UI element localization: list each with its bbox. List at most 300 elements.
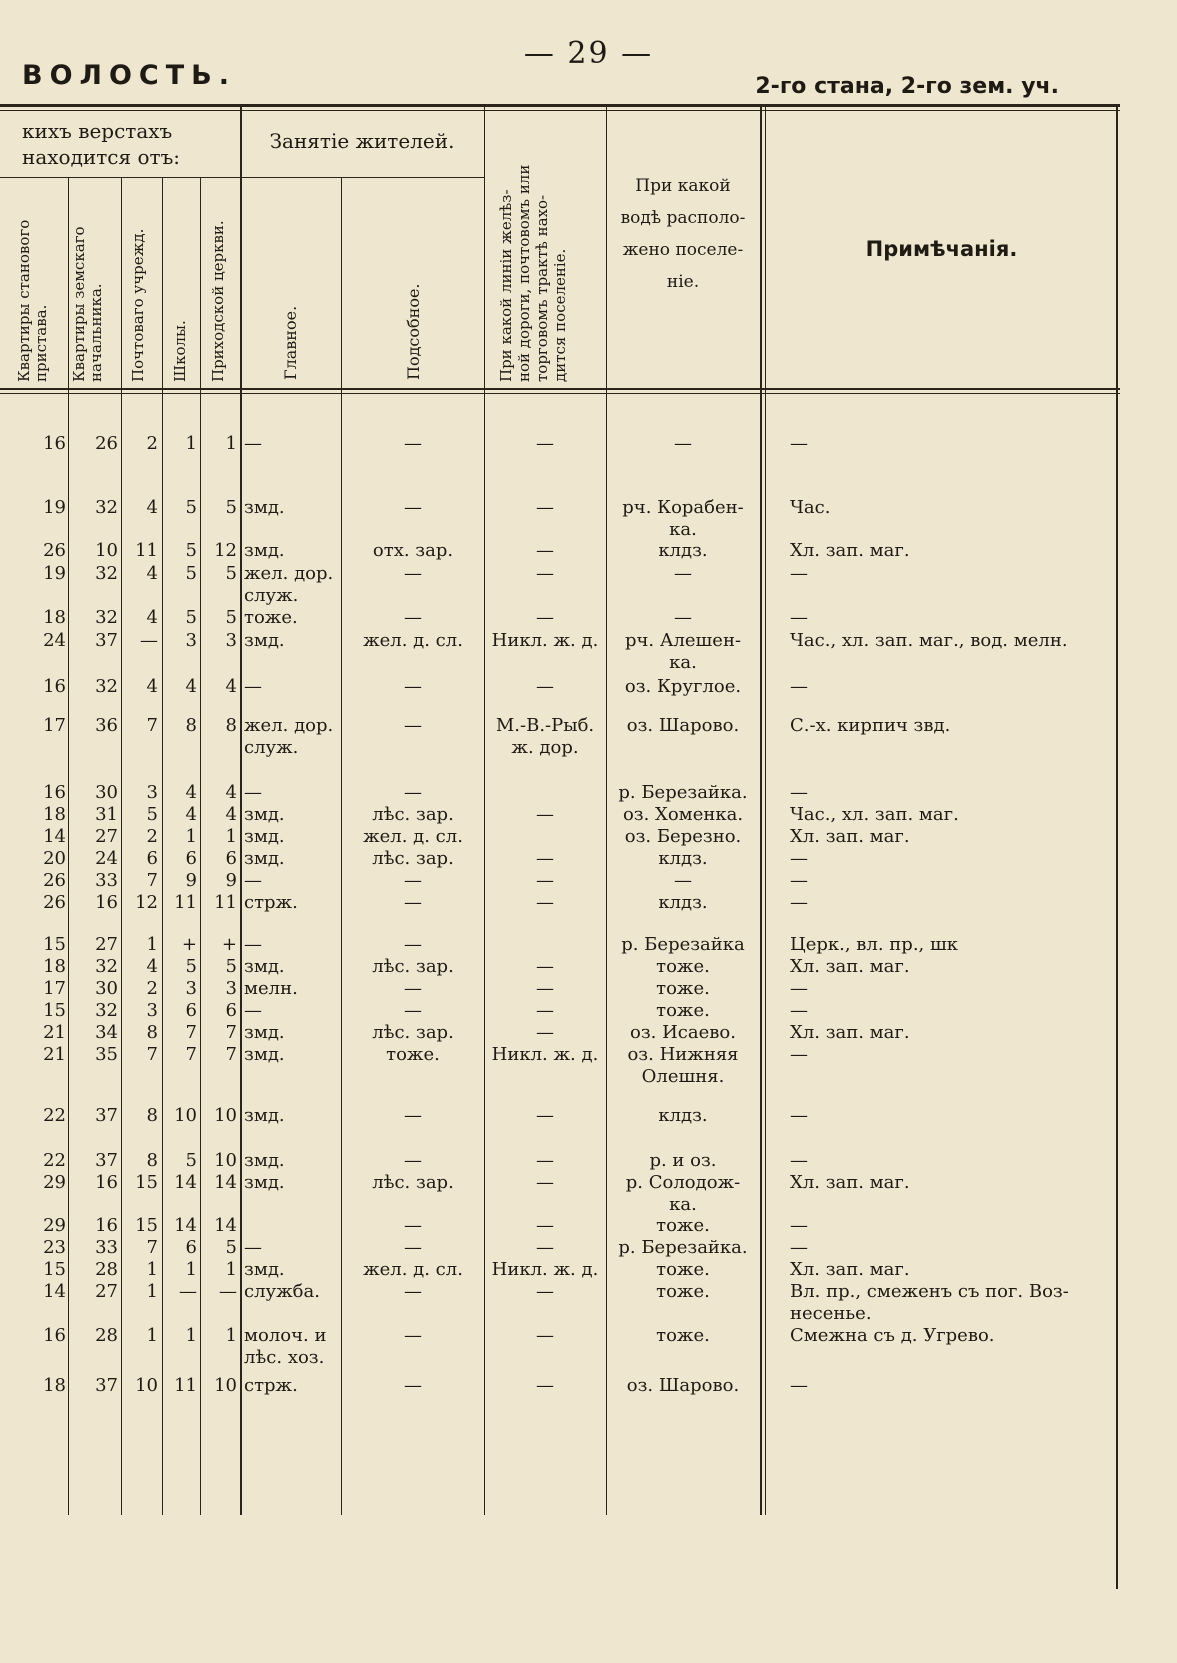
table-cell-e: 3 (225, 978, 237, 999)
table-cell-f: жел. дор. служ. (244, 563, 334, 606)
table-cell-e: 5 (225, 607, 237, 628)
table-cell-b: 27 (95, 1281, 118, 1302)
header-bottom-rule (0, 388, 1120, 390)
table-cell-c: 4 (146, 563, 158, 584)
table-cell-a: 29 (43, 1172, 66, 1193)
top-rule-thin (0, 110, 1120, 111)
table-cell-g: — (404, 563, 422, 584)
table-cell-c: 11 (135, 540, 158, 561)
table-cell-b: 33 (95, 1237, 118, 1258)
table-cell-f: — (244, 782, 262, 803)
table-cell-j: — (790, 1044, 808, 1065)
table-cell-f: мелн. (244, 978, 298, 999)
col-header-school: Школы. (171, 320, 189, 382)
table-cell-h: — (536, 804, 554, 825)
table-cell-c: 2 (146, 433, 158, 454)
table-cell-e: 7 (225, 1044, 237, 1065)
table-cell-d: 4 (185, 782, 197, 803)
table-cell-b: 28 (95, 1325, 118, 1346)
table-cell-h: — (536, 1325, 554, 1346)
table-cell-e: 6 (225, 848, 237, 869)
table-cell-a: 15 (43, 1000, 66, 1021)
table-cell-h: — (536, 676, 554, 697)
table-cell-g: — (404, 1375, 422, 1396)
table-cell-f: змд. (244, 804, 285, 825)
table-cell-b: 16 (95, 1172, 118, 1193)
table-cell-e: 3 (225, 630, 237, 651)
table-cell-f: змд. (244, 1022, 285, 1043)
table-cell-c: 2 (146, 826, 158, 847)
table-cell-d: 10 (174, 1105, 197, 1126)
table-cell-b: 32 (95, 607, 118, 628)
table-cell-f: служба. (244, 1281, 320, 1302)
table-cell-e: 8 (225, 715, 237, 736)
table-cell-g: — (404, 1150, 422, 1171)
table-cell-j: — (790, 870, 808, 891)
table-cell-c: 4 (146, 607, 158, 628)
table-cell-i: оз. Березно. (624, 826, 742, 847)
table-cell-i: р. Березайка. (618, 1237, 748, 1258)
table-cell-g: — (404, 1237, 422, 1258)
table-cell-d: + (181, 934, 197, 955)
table-cell-a: 14 (43, 826, 66, 847)
table-cell-d: 11 (174, 892, 197, 913)
table-cell-b: 28 (95, 1259, 118, 1280)
table-cell-e: 5 (225, 956, 237, 977)
volost-heading: ВОЛОСТЬ. (22, 60, 236, 91)
table-cell-a: 14 (43, 1281, 66, 1302)
table-cell-f: змд. (244, 1259, 285, 1280)
table-cell-h: — (536, 848, 554, 869)
table-cell-c: 2 (146, 978, 158, 999)
table-cell-d: 9 (185, 870, 197, 891)
table-cell-b: 35 (95, 1044, 118, 1065)
table-cell-i: рч. Алешен- ка. (624, 630, 742, 673)
table-cell-c: 7 (146, 1237, 158, 1258)
right-rule (1116, 107, 1118, 1589)
table-cell-i: — (674, 563, 692, 584)
distance-group-header: киxъ верстахъ находится отъ: (22, 119, 181, 169)
col-rule (484, 107, 485, 1515)
table-cell-e: 4 (225, 804, 237, 825)
table-cell-g: — (404, 607, 422, 628)
table-cell-d: 7 (185, 1044, 197, 1065)
table-cell-h: — (536, 1172, 554, 1193)
table-cell-f: змд. (244, 1150, 285, 1171)
table-cell-j: — (790, 607, 808, 628)
table-cell-d: 11 (174, 1375, 197, 1396)
table-cell-a: 18 (43, 1375, 66, 1396)
col-header-postal: Почтоваго учрежд. (129, 228, 147, 382)
table-cell-j: Хл. зап. маг. (790, 956, 910, 977)
table-cell-b: 32 (95, 956, 118, 977)
table-cell-c: 4 (146, 956, 158, 977)
table-cell-j: — (790, 848, 808, 869)
table-cell-h: — (536, 607, 554, 628)
table-cell-a: 22 (43, 1150, 66, 1171)
table-cell-b: 32 (95, 676, 118, 697)
table-cell-g: лѣс. зар. (372, 956, 454, 977)
table-cell-h: — (536, 563, 554, 584)
table-cell-j: — (790, 676, 808, 697)
table-cell-d: 1 (185, 1259, 197, 1280)
table-cell-a: 15 (43, 1259, 66, 1280)
table-cell-e: 5 (225, 497, 237, 518)
table-cell-h: — (536, 1105, 554, 1126)
table-cell-h: Никл. ж. д. (491, 1044, 599, 1065)
table-cell-c: 1 (146, 934, 158, 955)
table-cell-e: 9 (225, 870, 237, 891)
table-cell-i: оз. Шарово. (626, 1375, 740, 1396)
table-cell-c: 10 (135, 1375, 158, 1396)
table-cell-i: оз. Нижняя Олешня. (627, 1044, 739, 1087)
table-cell-h: — (536, 1215, 554, 1236)
table-cell-e: 4 (225, 782, 237, 803)
table-cell-a: 16 (43, 433, 66, 454)
table-cell-e: 5 (225, 1237, 237, 1258)
occupation-group-header: Занятіе жителей. (269, 129, 455, 153)
table-cell-f: змд. (244, 630, 285, 651)
table-cell-d: 8 (185, 715, 197, 736)
table-cell-c: 8 (146, 1105, 158, 1126)
table-cell-g: лѣс. зар. (372, 1172, 454, 1193)
table-cell-a: 22 (43, 1105, 66, 1126)
table-cell-g: — (404, 1281, 422, 1302)
table-cell-e: — (219, 1281, 237, 1302)
table-cell-a: 26 (43, 870, 66, 891)
table-cell-c: 1 (146, 1281, 158, 1302)
table-cell-g: — (404, 1215, 422, 1236)
table-cell-j: — (790, 1150, 808, 1171)
table-cell-i: р. Березайка. (618, 782, 748, 803)
table-cell-f: змд. (244, 826, 285, 847)
table-cell-e: 1 (225, 433, 237, 454)
table-cell-g: жел. д. сл. (363, 826, 463, 847)
table-cell-b: 36 (95, 715, 118, 736)
table-cell-g: лѣс. зар. (372, 848, 454, 869)
table-cell-b: 10 (95, 540, 118, 561)
table-cell-e: 6 (225, 1000, 237, 1021)
table-cell-h: — (536, 1022, 554, 1043)
table-cell-j: Хл. зап. маг. (790, 540, 910, 561)
table-cell-e: 10 (214, 1150, 237, 1171)
table-cell-f: тоже. (244, 607, 298, 628)
table-cell-j: С.-х. кирпич звд. (790, 715, 951, 736)
table-cell-j: — (790, 1375, 808, 1396)
table-cell-b: 37 (95, 1150, 118, 1171)
table-cell-f: — (244, 433, 262, 454)
group-rule-occupation (240, 177, 484, 178)
table-cell-g: лѣс. зар. (372, 804, 454, 825)
table-cell-b: 32 (95, 563, 118, 584)
table-cell-i: тоже. (656, 978, 710, 999)
table-cell-i: р. и оз. (649, 1150, 717, 1171)
table-cell-h: М.-В.-Рыб. ж. дор. (495, 715, 595, 758)
table-cell-d: 3 (185, 630, 197, 651)
table-cell-f: стрж. (244, 892, 298, 913)
table-cell-b: 32 (95, 497, 118, 518)
col-rule (341, 178, 342, 1515)
table-cell-c: 8 (146, 1022, 158, 1043)
table-cell-g: лѣс. зар. (372, 1022, 454, 1043)
table-cell-a: 29 (43, 1215, 66, 1236)
table-cell-h: — (536, 956, 554, 977)
table-cell-j: Вл. пр., смеженъ съ пог. Воз- несенье. (790, 1281, 1069, 1324)
table-cell-f: змд. (244, 848, 285, 869)
stan-heading: 2-го стана, 2-го зем. уч. (755, 74, 1059, 99)
table-cell-j: Хл. зап. маг. (790, 1259, 910, 1280)
table-cell-a: 17 (43, 978, 66, 999)
table-cell-e: 14 (214, 1215, 237, 1236)
table-cell-g: — (404, 978, 422, 999)
table-cell-b: 32 (95, 1000, 118, 1021)
table-cell-d: 6 (185, 1000, 197, 1021)
table-cell-i: тоже. (656, 1259, 710, 1280)
table-cell-a: 18 (43, 607, 66, 628)
table-cell-h: — (536, 1150, 554, 1171)
table-cell-c: 4 (146, 497, 158, 518)
table-cell-e: 1 (225, 826, 237, 847)
table-cell-h: — (536, 1237, 554, 1258)
table-cell-b: 37 (95, 1105, 118, 1126)
col-header-zemsky: Квартиры земскаго начальника. (70, 226, 105, 382)
col-rule (760, 107, 762, 1515)
table-cell-c: 3 (146, 1000, 158, 1021)
table-cell-b: 27 (95, 826, 118, 847)
table-cell-i: оз. Исаево. (630, 1022, 736, 1043)
col-rule (765, 107, 766, 1515)
table-cell-i: тоже. (656, 1000, 710, 1021)
table-cell-i: рч. Корабен- ка. (622, 497, 744, 540)
table-cell-g: — (404, 433, 422, 454)
table-cell-d: 6 (185, 848, 197, 869)
table-cell-d: 5 (185, 1150, 197, 1171)
table-cell-e: 4 (225, 676, 237, 697)
table-cell-g: жел. д. сл. (363, 1259, 463, 1280)
table-cell-c: 12 (135, 892, 158, 913)
table-cell-a: 24 (43, 630, 66, 651)
table-cell-j: Час., хл. зап. маг., вод. мелн. (790, 630, 1068, 651)
table-cell-j: Смежна съ д. Угрево. (790, 1325, 995, 1346)
table-cell-j: — (790, 892, 808, 913)
table-cell-c: 8 (146, 1150, 158, 1171)
table-cell-c: 1 (146, 1325, 158, 1346)
table-cell-f: жел. дор. служ. (244, 715, 334, 758)
col-header-auxiliary: Подсобное. (404, 283, 423, 380)
table-cell-f: змд. (244, 497, 285, 518)
table-cell-a: 21 (43, 1022, 66, 1043)
table-cell-e: 11 (214, 892, 237, 913)
table-cell-e: 7 (225, 1022, 237, 1043)
top-rule (0, 104, 1120, 107)
table-cell-c: 7 (146, 870, 158, 891)
table-cell-h: — (536, 978, 554, 999)
table-cell-b: 30 (95, 978, 118, 999)
table-cell-g: — (404, 497, 422, 518)
table-cell-d: 14 (174, 1172, 197, 1193)
table-cell-d: 3 (185, 978, 197, 999)
table-cell-i: р. Солодож- ка. (625, 1172, 741, 1215)
table-cell-g: — (404, 934, 422, 955)
table-cell-j: Час., хл. зап. маг. (790, 804, 959, 825)
table-cell-b: 16 (95, 1215, 118, 1236)
table-cell-e: 1 (225, 1259, 237, 1280)
table-cell-h: — (536, 1000, 554, 1021)
table-cell-e: 10 (214, 1375, 237, 1396)
table-cell-h: Никл. ж. д. (491, 630, 599, 651)
table-cell-g: — (404, 892, 422, 913)
table-cell-a: 23 (43, 1237, 66, 1258)
table-cell-b: 33 (95, 870, 118, 891)
table-cell-g: — (404, 870, 422, 891)
table-cell-i: — (674, 433, 692, 454)
table-cell-d: 1 (185, 826, 197, 847)
table-cell-f: — (244, 934, 262, 955)
table-cell-f: змд. (244, 1105, 285, 1126)
table-cell-h: — (536, 433, 554, 454)
table-cell-c: 4 (146, 676, 158, 697)
table-cell-e: 14 (214, 1172, 237, 1193)
table-cell-g: — (404, 782, 422, 803)
table-cell-i: клдз. (658, 848, 708, 869)
table-cell-j: Хл. зап. маг. (790, 826, 910, 847)
table-cell-g: — (404, 1000, 422, 1021)
table-cell-b: 37 (95, 1375, 118, 1396)
table-cell-c: 7 (146, 1044, 158, 1065)
table-cell-f: змд. (244, 956, 285, 977)
table-cell-c: 5 (146, 804, 158, 825)
table-cell-a: 19 (43, 497, 66, 518)
table-cell-j: Хл. зап. маг. (790, 1172, 910, 1193)
table-cell-a: 26 (43, 540, 66, 561)
table-cell-i: тоже. (656, 1325, 710, 1346)
table-cell-b: 27 (95, 934, 118, 955)
col-rule (240, 107, 242, 1515)
table-cell-f: змд. (244, 540, 285, 561)
col-rule (606, 107, 607, 1515)
table-cell-d: 5 (185, 563, 197, 584)
table-cell-h: — (536, 540, 554, 561)
col-rule (68, 178, 69, 1515)
table-cell-g: тоже. (386, 1044, 440, 1065)
table-cell-i: оз. Хоменка. (622, 804, 744, 825)
table-cell-b: 31 (95, 804, 118, 825)
table-cell-h: — (536, 1281, 554, 1302)
table-cell-g: — (404, 1105, 422, 1126)
table-cell-i: тоже. (656, 1215, 710, 1236)
table-cell-h: — (536, 892, 554, 913)
table-cell-f: молоч. и лѣс. хоз. (244, 1325, 327, 1368)
table-cell-b: 24 (95, 848, 118, 869)
table-cell-a: 17 (43, 715, 66, 736)
table-cell-g: жел. д. сл. (363, 630, 463, 651)
table-cell-a: 19 (43, 563, 66, 584)
header-bottom-rule-thin (0, 393, 1120, 394)
table-cell-i: оз. Шарово. (626, 715, 740, 736)
table-cell-b: 26 (95, 433, 118, 454)
col-header-water: При какой водѣ располо- жено поселе- ніе. (620, 176, 746, 292)
table-cell-d: 6 (185, 1237, 197, 1258)
table-cell-d: 5 (185, 497, 197, 518)
table-cell-f: — (244, 676, 262, 697)
col-header-stanovoy: Квартиры станового пристава. (15, 219, 50, 382)
table-cell-b: 37 (95, 630, 118, 651)
table-cell-d: 1 (185, 1325, 197, 1346)
table-cell-c: 15 (135, 1215, 158, 1236)
table-cell-a: 16 (43, 782, 66, 803)
table-cell-i: клдз. (658, 892, 708, 913)
table-cell-j: — (790, 782, 808, 803)
table-cell-a: 21 (43, 1044, 66, 1065)
table-cell-c: 15 (135, 1172, 158, 1193)
table-cell-i: тоже. (656, 1281, 710, 1302)
table-cell-i: клдз. (658, 1105, 708, 1126)
table-cell-d: 5 (185, 956, 197, 977)
table-cell-d: 4 (185, 676, 197, 697)
table-cell-c: — (140, 630, 158, 651)
table-cell-e: 1 (225, 1325, 237, 1346)
table-cell-h: — (536, 870, 554, 891)
table-cell-f: змд. (244, 1172, 285, 1193)
table-cell-h: — (536, 497, 554, 518)
table-cell-j: — (790, 433, 808, 454)
table-cell-j: — (790, 978, 808, 999)
table-cell-j: Час. (790, 497, 831, 518)
table-cell-i: оз. Круглое. (624, 676, 742, 697)
col-header-notes: Примѣчанія. (865, 237, 1018, 261)
table-cell-f: — (244, 1000, 262, 1021)
table-cell-d: 7 (185, 1022, 197, 1043)
table-cell-d: 5 (185, 607, 197, 628)
table-cell-j: — (790, 1000, 808, 1021)
table-cell-a: 26 (43, 892, 66, 913)
group-rule-distance (0, 177, 240, 178)
table-cell-i: клдз. (658, 540, 708, 561)
table-cell-i: р. Березайка (621, 934, 745, 955)
table-cell-j: — (790, 1215, 808, 1236)
col-header-church: Приходской церкви. (209, 220, 227, 382)
table-cell-e: 12 (214, 540, 237, 561)
table-cell-j: Церк., вл. пр., шк (790, 934, 958, 955)
table-cell-d: 1 (185, 433, 197, 454)
table-cell-d: 5 (185, 540, 197, 561)
table-cell-c: 1 (146, 1259, 158, 1280)
table-cell-j: — (790, 563, 808, 584)
table-cell-e: 5 (225, 563, 237, 584)
table-cell-f: змд. (244, 1044, 285, 1065)
table-cell-g: отх. зар. (372, 540, 454, 561)
table-cell-a: 18 (43, 956, 66, 977)
table-cell-a: 18 (43, 804, 66, 825)
col-header-railway: При какой линіи желѣз- ной дороги, почтовомъ или торговомъ трактѣ нахо- дится поселеніе. (497, 164, 569, 382)
table-cell-f: стрж. (244, 1375, 298, 1396)
table-cell-i: — (674, 870, 692, 891)
table-cell-a: 20 (43, 848, 66, 869)
table-cell-j: — (790, 1237, 808, 1258)
table-cell-d: 4 (185, 804, 197, 825)
table-cell-f: — (244, 1237, 262, 1258)
table-cell-b: 34 (95, 1022, 118, 1043)
table-cell-a: 16 (43, 1325, 66, 1346)
table-cell-d: — (179, 1281, 197, 1302)
table-cell-h: — (536, 1375, 554, 1396)
page-number: — 29 — (523, 36, 654, 71)
table-cell-c: 7 (146, 715, 158, 736)
table-cell-j: Хл. зап. маг. (790, 1022, 910, 1043)
table-cell-f: — (244, 870, 262, 891)
col-header-main: Главное. (281, 305, 300, 380)
table-cell-b: 30 (95, 782, 118, 803)
